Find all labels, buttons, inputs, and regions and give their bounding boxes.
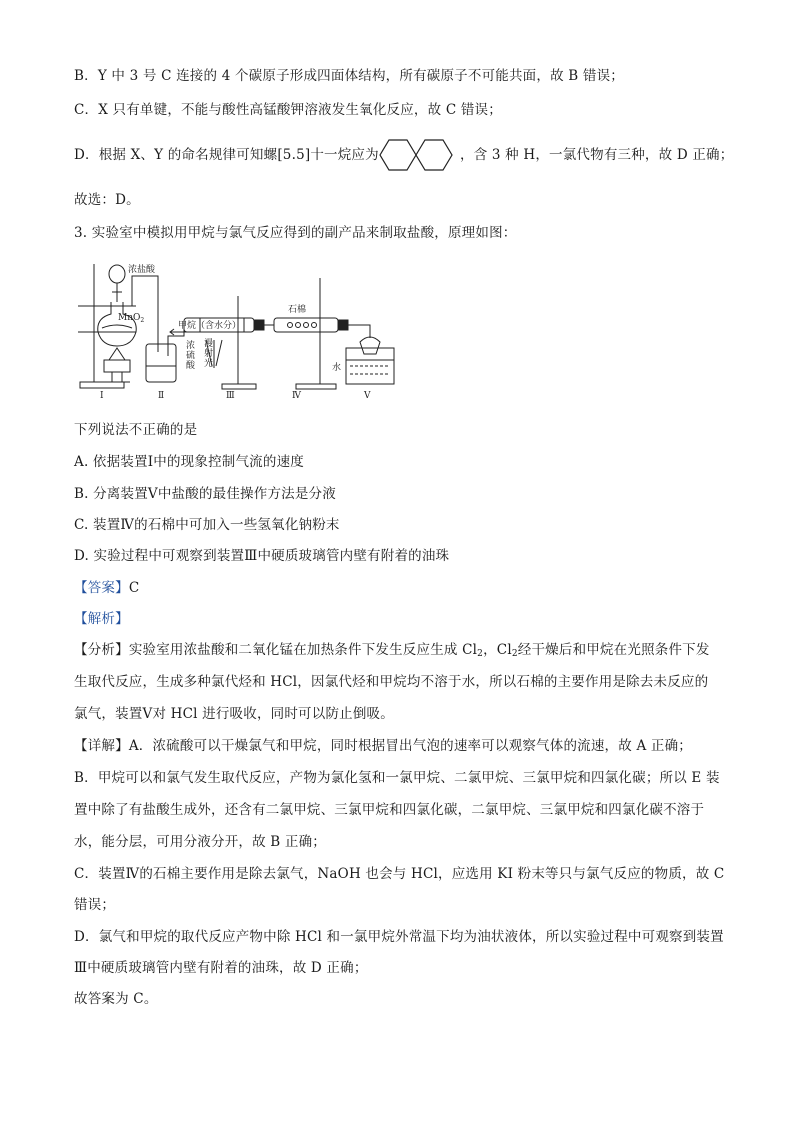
detail-line-5: C．装置Ⅳ的石棉主要作用是除去氯气，NaOH 也会与 HCl，应选用 KI 粉末等只与氯气反应的物质，故 C bbox=[74, 866, 725, 882]
final-answer: 故答案为 C。 bbox=[74, 991, 158, 1007]
analysis-line-1 bbox=[74, 640, 710, 664]
label-apparatus-2: Ⅱ bbox=[158, 391, 165, 398]
label-diffuse-1: 漫 bbox=[204, 339, 214, 349]
label-methane: 甲烷（含水分） bbox=[178, 321, 242, 331]
label-mno2: MnO$_2$ bbox=[118, 313, 145, 324]
detail-line-2: B．甲烷可以和氯气发生取代反应，产物为氯化氢和一氯甲烷、二氯甲烷、三氯甲烷和四氯化碳；所以 E 装 bbox=[74, 770, 720, 786]
option-d-explanation-end: ，含 3 种 H，一氯代物有三种，故 D 正确； bbox=[460, 147, 734, 163]
apparatus-diagram bbox=[74, 256, 404, 398]
label-h2so4-2: 硫 bbox=[186, 351, 196, 361]
asbestos-tube bbox=[274, 318, 338, 332]
label-apparatus-3: Ⅲ bbox=[226, 391, 235, 398]
option-a: A. 依据装置Ⅰ中的现象控制气流的速度 bbox=[74, 454, 304, 470]
label-apparatus-5: Ⅴ bbox=[364, 391, 371, 398]
label-diffuse-3: 光 bbox=[204, 359, 214, 369]
analysis-text-1a: 实验室用浓盐酸和二氧化锰在加热条件下发生反应生成 Cl bbox=[128, 642, 478, 658]
label-h2so4-3: 酸 bbox=[186, 361, 196, 371]
choice-conclusion: 故选：D。 bbox=[74, 192, 140, 208]
option-c: C. 装置Ⅳ的石棉中可加入一些氢氧化钠粉末 bbox=[74, 517, 340, 533]
stand-base-1 bbox=[80, 382, 124, 388]
analysis-heading: 【解析】 bbox=[74, 611, 129, 627]
detail-line-1 bbox=[74, 736, 692, 756]
spiro-undecane-structure-icon bbox=[378, 138, 458, 172]
detail-line-8: Ⅲ中硬质玻璃管内壁有附着的油珠，故 D 正确； bbox=[74, 960, 368, 976]
analysis-text-1c: 经干燥后和甲烷在光照条件下发 bbox=[517, 642, 710, 658]
label-asbestos: 石棉 bbox=[288, 305, 307, 315]
answer-line bbox=[74, 578, 139, 598]
round-flask bbox=[98, 302, 136, 346]
analysis-line-3: 氯气，装置Ⅴ对 HCl 进行吸收，同时可以防止倒吸。 bbox=[74, 706, 394, 722]
label-conc-hcl: 浓盐酸 bbox=[128, 265, 156, 275]
option-d-explanation-start: D．根据 X、Y 的命名规律可知螺[5.5]十一烷应为 bbox=[74, 147, 379, 163]
option-c-explanation: C．X 只有单键，不能与酸性高锰酸钾溶液发生氧化反应，故 C 错误； bbox=[74, 102, 502, 118]
detail-line-6: 错误； bbox=[74, 897, 116, 913]
separatory-funnel bbox=[109, 265, 125, 283]
option-d: D. 实验过程中可观察到装置Ⅲ中硬质玻璃管内壁有附着的油珠 bbox=[74, 548, 450, 564]
inverted-funnel bbox=[360, 337, 380, 354]
detail-line-3: 置中除了有盐酸生成外，还含有二氯甲烷、三氯甲烷和四氯化碳，二氯甲烷、三氯甲烷和四氯化碳不溶于 bbox=[74, 802, 705, 818]
analysis-tag: 【分析】 bbox=[74, 642, 129, 658]
subscript-2: 2 bbox=[477, 649, 484, 659]
detail-line-7: D．氯气和甲烷的取代反应产物中除 HCl 和一氯甲烷外常温下均为油状液体，所以实验过程中可观察到装置 bbox=[74, 929, 724, 945]
wash-bottle bbox=[146, 344, 176, 382]
option-b-explanation: B．Y 中 3 号 C 连接的 4 个碳原子形成四面体结构，所有碳原子不可能共面，故 B 错误； bbox=[74, 68, 624, 84]
label-apparatus-1: Ⅰ bbox=[100, 391, 104, 398]
question-prompt: 下列说法不正确的是 bbox=[74, 422, 198, 438]
detail-text-1: A．浓硫酸可以干燥氯气和甲烷，同时根据冒出气泡的速率可以观察气体的流速，故 A 正确； bbox=[128, 738, 692, 754]
label-diffuse-2: 射 bbox=[204, 349, 214, 359]
subscript-2: 2 bbox=[511, 649, 518, 659]
answer-value: C bbox=[128, 580, 140, 596]
analysis-line-2: 生取代反应，生成多种氯代烃和 HCl，因氯代烃和甲烷均不溶于水，所以石棉的主要作用是除去未反应的 bbox=[74, 674, 709, 690]
analysis-text-1b: ，Cl bbox=[483, 642, 512, 658]
label-apparatus-4: Ⅳ bbox=[292, 391, 301, 398]
detail-tag: 【详解】 bbox=[74, 738, 129, 754]
label-h2so4-1: 浓 bbox=[186, 341, 196, 351]
option-b: B. 分离装置Ⅴ中盐酸的最佳操作方法是分液 bbox=[74, 486, 336, 502]
detail-line-4: 水，能分层，可用分液分开，故 B 正确； bbox=[74, 834, 327, 850]
answer-tag: 【答案】 bbox=[74, 580, 129, 596]
question-3-stem: 3. 实验室中模拟用甲烷与氯气反应得到的副产品来制取盐酸，原理如图： bbox=[74, 225, 517, 241]
label-water: 水 bbox=[332, 363, 342, 373]
